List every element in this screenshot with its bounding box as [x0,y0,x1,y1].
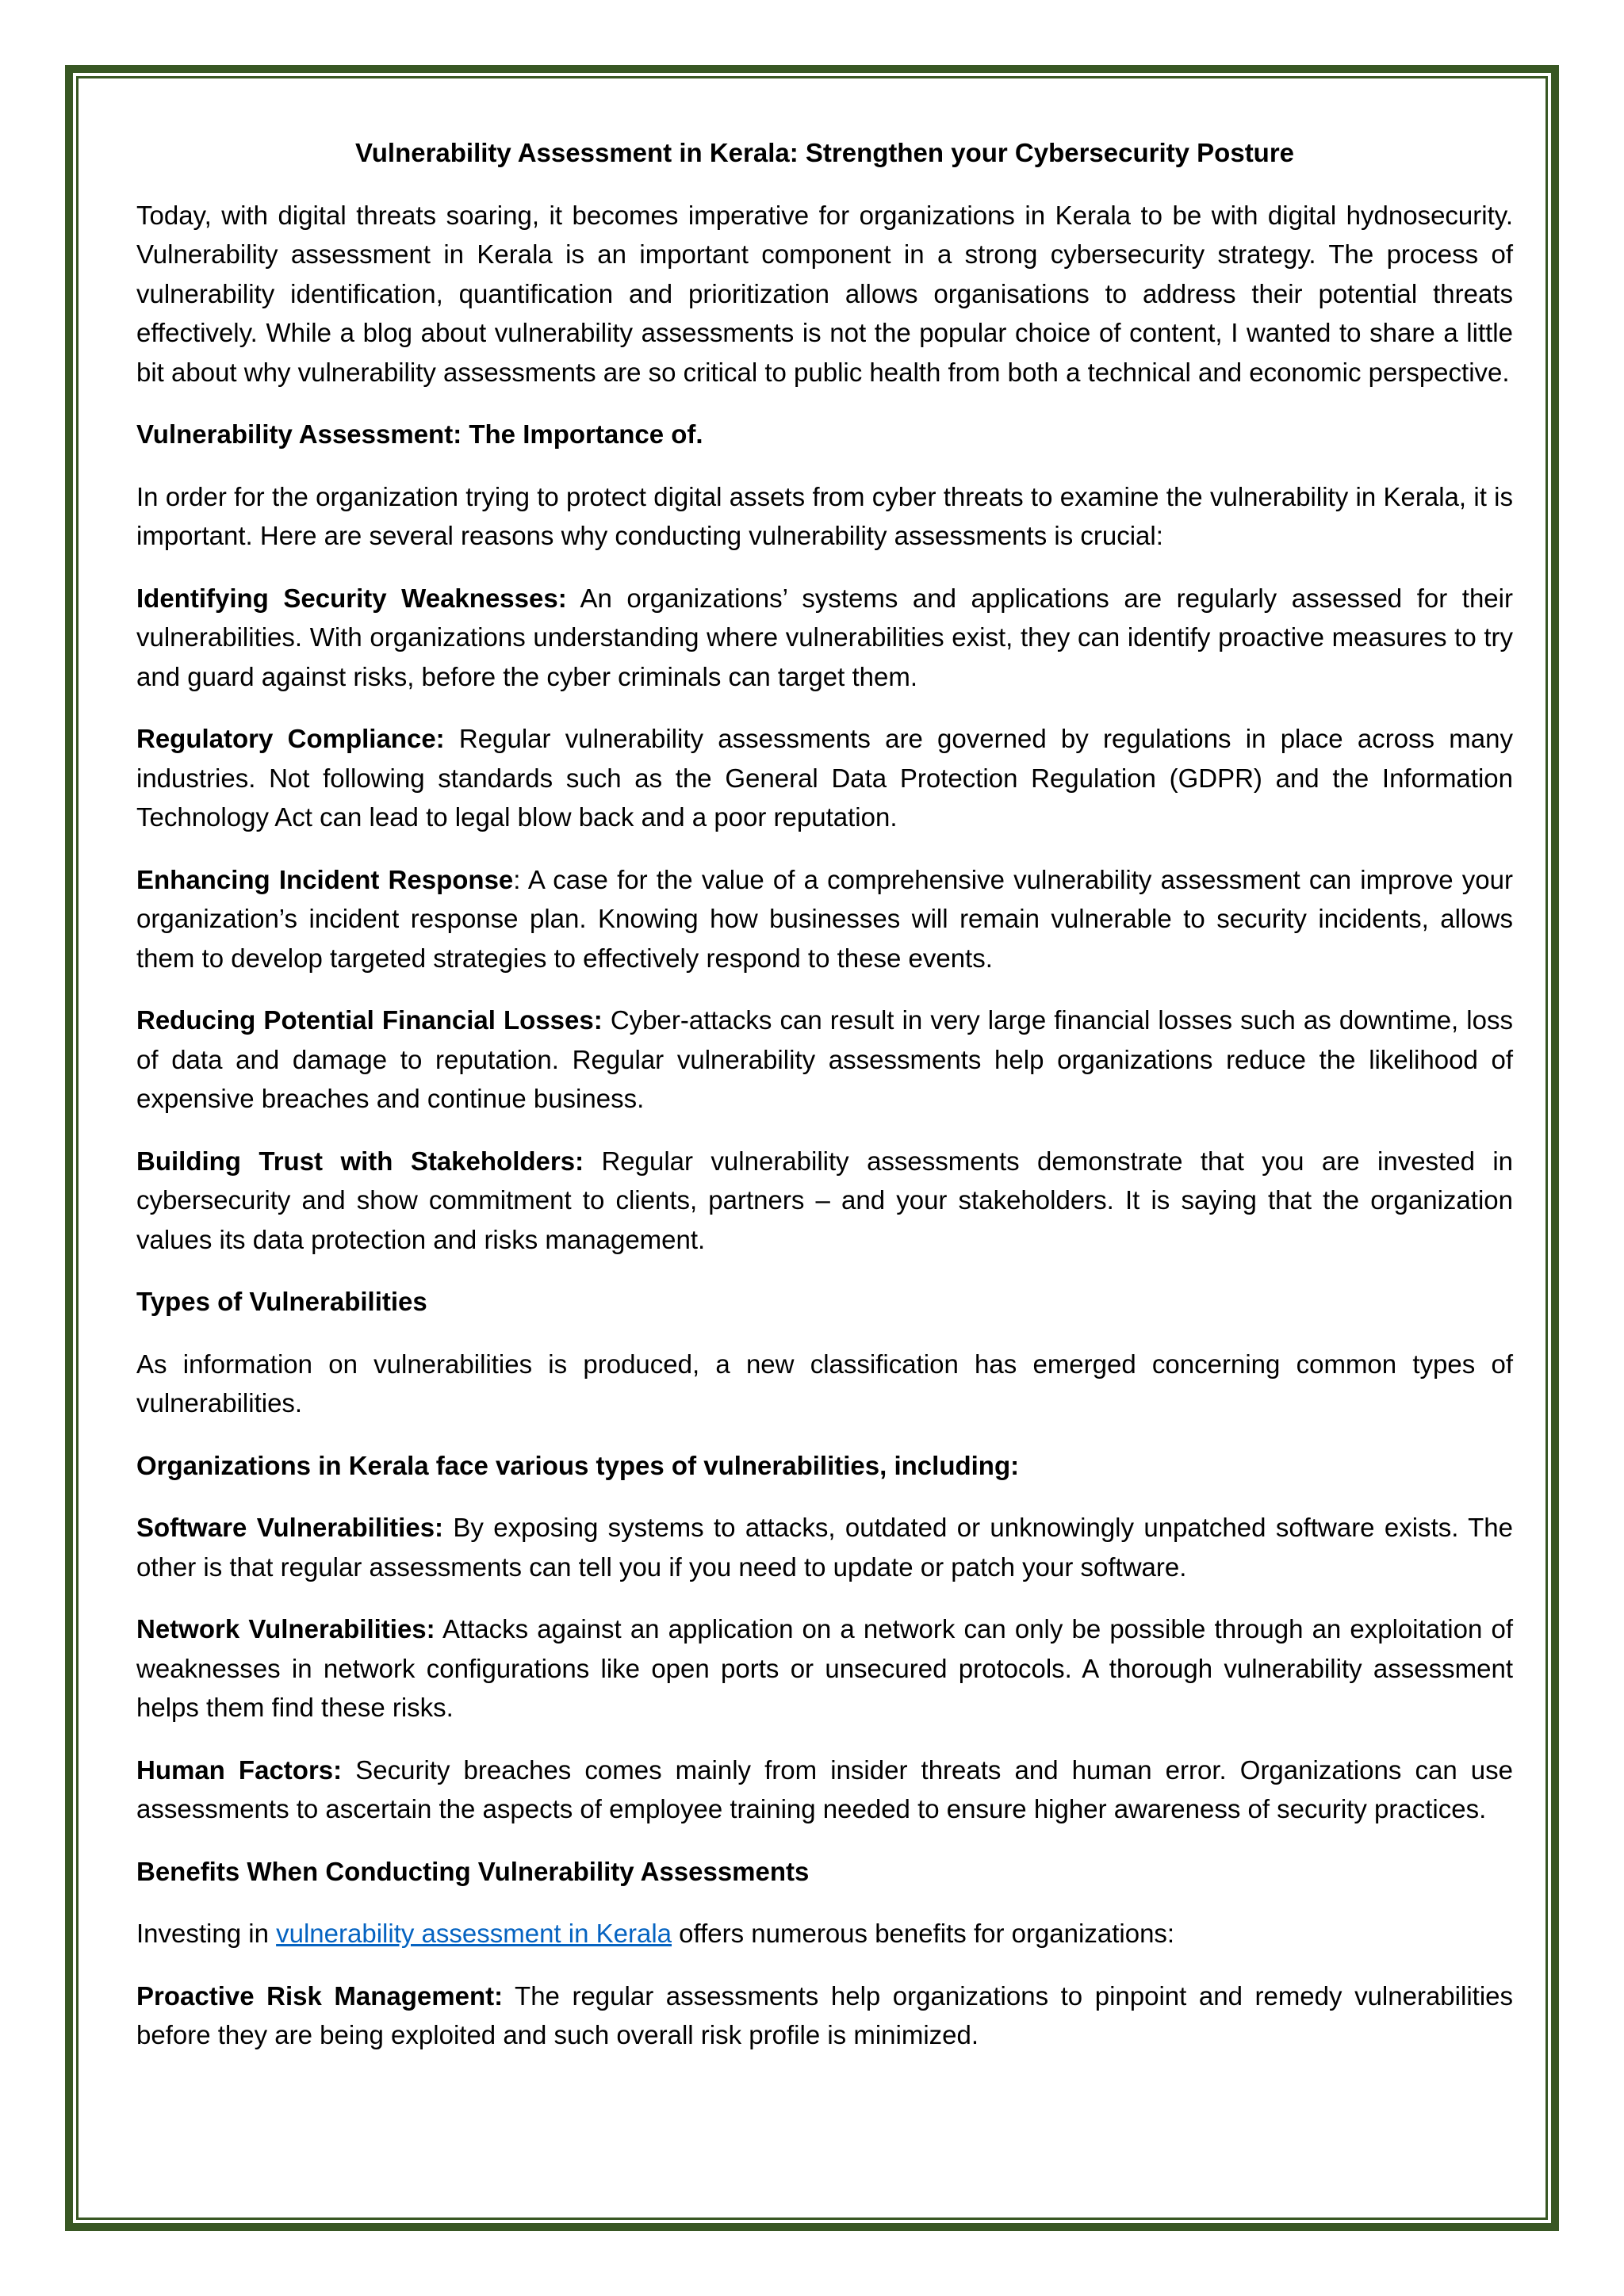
item-term: Identifying Security Weaknesses: [136,583,567,613]
item-term: Building Trust with Stakeholders: [136,1146,584,1176]
item-text: Regular vulnerability assessments are governed by regulations in place across many industries. Not following standards such as the General Data Protection Regulation (GDPR) and the Information Technology Act can lead to legal blow back and a poor reputation. [136,724,1513,832]
benefits-lead-before: Investing in [136,1919,277,1948]
item-term: Reducing Potential Financial Losses: [136,1005,603,1035]
item-text: Security breaches comes mainly from insider threats and human error. Organizations can use assessments to ascertain the aspects of employee training needed to ensure higher awareness of security practices. [136,1755,1513,1823]
document-body [136,133,1513,2078]
types-subheading: Organizations in Kerala face various types of vulnerabilities, including: [136,1450,1020,1480]
importance-item [136,1142,1513,1260]
benefits-item [136,1976,1513,2055]
item-text: : A case for the value of a comprehensive vulnerability assessment can improve your organization’s incident response plan. Knowing how businesses will remain vulnerable to security incidents, allows them to develop targeted strategies to effectively respond to these events. [136,864,1513,973]
item-text: Attacks against an application on a network can only be possible through an exploitation of weaknesses in network configurations like open ports or unsecured protocols. A thorough vulnerability assessment helps them find these risks. [136,1614,1513,1722]
page-title: Vulnerability Assessment in Kerala: Strengthen your Cybersecurity Posture [354,138,1295,167]
importance-item [136,719,1513,837]
types-item [136,1609,1513,1728]
item-text: By exposing systems to attacks, outdated or unknowingly unpatched software exists. The other is that regular assessments can tell you if you need to update or patch your software. [136,1513,1513,1582]
item-term: Human Factors: [136,1755,343,1785]
types-item [136,1751,1513,1829]
importance-item [136,860,1513,978]
types-lead: As information on vulnerabilities is produced, a new classification has emerged concerning common types of vulnerabilities. [136,1349,1513,1418]
importance-lead: In order for the organization trying to protect digital assets from cyber threats to examine the vulnerability in Kerala, it is important. Here are several reasons why conducting vulnerability assessments is crucial: [136,481,1513,550]
item-term: Enhancing Incident Response [136,864,514,894]
item-term: Software Vulnerabilities: [136,1513,444,1542]
item-text: Cyber-attacks can result in very large financial losses such as downtime, loss of data and damage to reputation. Regular vulnerability assessments help organizations reduce the likelihood of expensive breaches and continue business. [136,1005,1513,1113]
item-text: An organizations’ systems and applications are regularly assessed for their vulnerabilities. With organizations understanding where vulnerabilities exist, they can identify proactive measures to try and guard against risks, before the cyber criminals can target them. [136,583,1513,691]
types-item [136,1508,1513,1586]
item-term: Network Vulnerabilities: [136,1614,435,1644]
item-text: The regular assessments help organizations to pinpoint and remedy vulnerabilities before they are being exploited and such overall risk profile is minimized. [136,1980,1513,2049]
item-text: Regular vulnerability assessments demonstrate that you are invested in cybersecurity and show commitment to clients, partners – and your stakeholders. It is saying that the organization values its data protection and risks management. [136,1146,1513,1254]
importance-heading: Vulnerability Assessment: The Importance of. [136,419,703,449]
vulnerability-assessment-link[interactable]: vulnerability assessment in Kerala [276,1919,672,1948]
types-heading: Types of Vulnerabilities [136,1287,427,1316]
importance-item [136,1001,1513,1119]
intro-paragraph: Today, with digital threats soaring, it becomes imperative for organizations in Kerala to be with digital hydnosecurity. Vulnerability assessment in Kerala is an important component in a strong cybersecurity strategy. The process of vulnerability identification, quantification and prioritization allows organisations to address their potential threats effectively. While a blog about vulnerability assessments is not the popular choice of content, I wanted to share a little bit about why vulnerability assessments are so critical to public health from both a technical and economic perspective. [136,200,1513,387]
item-term: Proactive Risk Management: [136,1980,504,2011]
item-term: Regulatory Compliance: [136,724,445,753]
benefits-lead [136,1914,1513,1954]
benefits-heading: Benefits When Conducting Vulnerability Assessments [136,1856,810,1886]
benefits-lead-after: offers numerous benefits for organizations: [672,1919,1175,1948]
importance-item [136,579,1513,697]
